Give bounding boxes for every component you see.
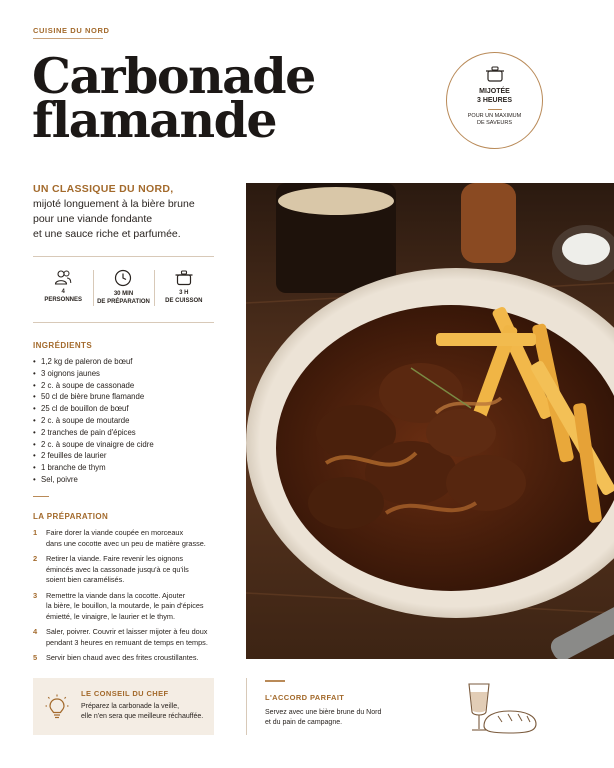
title-line-2: flamande bbox=[32, 91, 277, 149]
step-number: 4 bbox=[33, 627, 38, 636]
preparation-steps bbox=[33, 528, 218, 669]
step-line: pendant 3 heures en remuant de temps en temps. bbox=[46, 637, 208, 647]
stat-value: 3 H bbox=[179, 290, 189, 296]
step-line: Remettre la viande dans la cocotte. Ajouter bbox=[46, 590, 186, 600]
step-number: 1 bbox=[33, 528, 38, 537]
step-line: Saler, poivrer. Couvrir et laisser mijoter à feu doux bbox=[46, 627, 208, 636]
ingredient-item: • 50 cl de bière brune flamande bbox=[33, 391, 214, 403]
intro-body bbox=[33, 197, 233, 242]
ingredients-heading: INGRÉDIENTS bbox=[33, 341, 93, 350]
section-divider bbox=[33, 496, 49, 497]
clock-icon bbox=[114, 269, 132, 287]
stats-top-rule bbox=[33, 256, 214, 257]
step-line: Servir bien chaud avec des frites croustillantes. bbox=[46, 653, 199, 662]
pairing-text bbox=[265, 708, 425, 728]
intro-lead: UN CLASSIQUE DU NORD, bbox=[33, 183, 174, 195]
intro-line: pour une viande fondante bbox=[33, 213, 153, 225]
pot-icon bbox=[484, 65, 506, 83]
ingredient-item: • 2 feuilles de laurier bbox=[33, 450, 214, 462]
beer-and-bread-icon bbox=[464, 682, 538, 736]
step-item bbox=[33, 627, 218, 648]
step-line: la bière, le bouillon, la moutarde, le pain d'épices bbox=[46, 601, 204, 610]
step-text bbox=[46, 627, 216, 648]
step-text bbox=[46, 591, 216, 623]
step-line: dans une cocotte avec un peu de matière grasse. bbox=[46, 538, 206, 548]
ingredient-item: • 2 c. à soupe de vinaigre de cidre bbox=[33, 439, 214, 451]
pairing-line: et du pain de campagne. bbox=[265, 719, 343, 726]
kicker-underline bbox=[33, 38, 103, 39]
chef-tip-title: LE CONSEIL DU CHEF bbox=[81, 689, 169, 698]
badge-line-1: MIJOTÉE bbox=[479, 88, 510, 95]
step-line: émietté, le vinaigre, le laurier et le thym. bbox=[46, 611, 175, 621]
step-item bbox=[33, 591, 218, 623]
chef-tip-box bbox=[33, 678, 214, 735]
preparation-heading: LA PRÉPARATION bbox=[33, 512, 109, 521]
ingredient-item: • 25 cl de bouillon de bœuf bbox=[33, 403, 214, 415]
step-text bbox=[46, 554, 216, 586]
pairing-line: Servez avec une bière brune du Nord bbox=[265, 709, 382, 716]
step-number: 5 bbox=[33, 653, 38, 662]
step-line: Retirer la viande. Faire revenir les oignons bbox=[46, 554, 184, 563]
stat-label: DE CUISSON bbox=[165, 297, 203, 304]
pairing-accent-bar bbox=[265, 680, 285, 682]
badge-small-1: POUR UN MAXIMUM bbox=[467, 113, 522, 119]
category-kicker: CUISINE DU NORD bbox=[33, 26, 110, 35]
ingredients-list bbox=[33, 356, 214, 486]
tip-line: elle n'en sera que meilleure réchauffée. bbox=[81, 713, 204, 720]
ingredient-item: • 2 tranches de pain d'épices bbox=[33, 427, 214, 439]
step-item bbox=[33, 554, 218, 586]
tip-line: Préparez la carbonade la veille, bbox=[81, 703, 180, 710]
step-line: Faire dorer la viande coupée en morceaux bbox=[46, 528, 184, 537]
recipe-title bbox=[32, 47, 315, 149]
chef-tip-text bbox=[81, 702, 211, 722]
step-number: 3 bbox=[33, 590, 38, 600]
ingredient-item: • Sel, poivre bbox=[33, 474, 214, 486]
badge-divider bbox=[488, 109, 502, 110]
pairing-title: L'ACCORD PARFAIT bbox=[265, 693, 345, 702]
stats-row bbox=[33, 266, 214, 312]
stat-prep-time bbox=[93, 266, 153, 312]
pot-icon bbox=[174, 269, 194, 286]
step-item bbox=[33, 653, 218, 664]
intro-line: mijoté longuement à la bière brune bbox=[33, 198, 195, 210]
stat-servings bbox=[33, 266, 93, 312]
footer-divider bbox=[246, 678, 247, 735]
step-line: soient bien caramélisés. bbox=[46, 575, 125, 584]
stat-label: DE PRÉPARATION bbox=[97, 298, 150, 305]
dish-photo bbox=[246, 183, 614, 659]
simmer-badge bbox=[446, 52, 543, 149]
ingredient-item: • 2 c. à soupe de moutarde bbox=[33, 415, 214, 427]
badge-small-2: DE SAVEURS bbox=[476, 120, 513, 126]
people-icon bbox=[54, 269, 72, 285]
badge-line-2: 3 HEURES bbox=[476, 97, 512, 104]
step-text bbox=[46, 653, 216, 664]
stat-cook-time bbox=[154, 266, 214, 312]
lightbulb-icon bbox=[45, 694, 69, 720]
carbonade-illustration bbox=[246, 183, 614, 659]
title-line-1: Carbonade bbox=[32, 47, 315, 105]
stat-value: 30 MIN bbox=[113, 291, 134, 297]
step-line: émincés avec la cassonade jusqu'à ce qu'ils bbox=[46, 564, 189, 574]
stats-bottom-rule bbox=[33, 322, 214, 323]
ingredient-item: • 3 oignons jaunes bbox=[33, 368, 214, 380]
step-item bbox=[33, 528, 218, 549]
stat-label: PERSONNES bbox=[44, 296, 82, 303]
stat-value: 4 bbox=[61, 289, 65, 295]
ingredient-item: • 1 branche de thym bbox=[33, 462, 214, 474]
intro-line: et une sauce riche et parfumée. bbox=[33, 228, 181, 240]
step-text bbox=[46, 528, 216, 549]
ingredient-item: • 1,2 kg de paleron de bœuf bbox=[33, 356, 214, 368]
step-number: 2 bbox=[33, 554, 38, 563]
ingredient-item: • 2 c. à soupe de cassonade bbox=[33, 380, 214, 392]
